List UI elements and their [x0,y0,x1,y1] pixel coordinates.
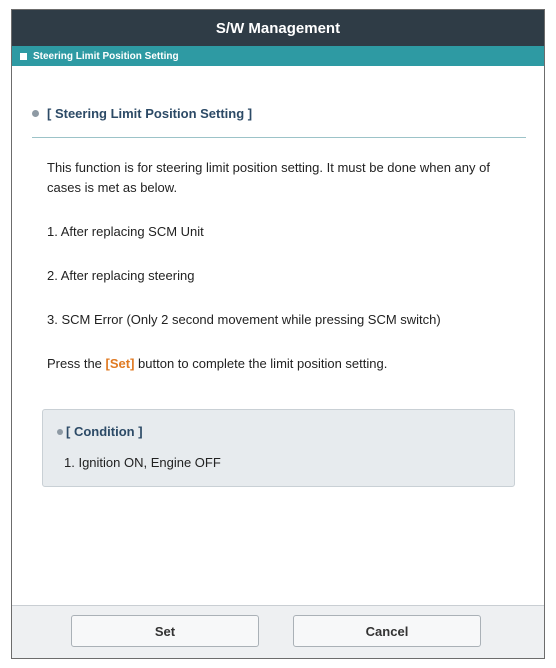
condition-heading [57,424,143,439]
instruction-after: button to complete the limit position setting. [134,356,388,371]
dialog-footer [12,605,544,658]
bullet-dot-icon [57,429,63,435]
instruction-before: Press the [47,356,106,371]
intro-text: This function is for steering limit position setting. It must be done when any of cases is met as below. [47,160,490,195]
dialog-content [12,66,544,606]
instruction-highlight: [Set] [105,356,135,371]
condition-box [42,409,515,487]
cancel-button[interactable]: Cancel [293,615,481,647]
instruction-text [47,354,527,374]
case-item-3: 3. SCM Error (Only 2 second movement while pressing SCM switch) [47,312,441,327]
bullet-dot-icon [32,110,39,117]
case-item-1: 1. After replacing SCM Unit [47,224,204,239]
subtitle-bar [12,46,544,66]
section-heading-text: [ Steering Limit Position Setting ] [47,106,253,121]
condition-heading-text: [ Condition ] [66,424,143,439]
square-bullet-icon [20,53,27,60]
sw-management-dialog [11,9,545,659]
case-item-2: 2. After replacing steering [47,268,195,283]
section-heading [32,106,526,121]
subtitle-text: Steering Limit Position Setting [33,50,179,62]
set-button[interactable]: Set [71,615,259,647]
section-divider [32,137,526,138]
dialog-title: S/W Management [12,10,544,46]
condition-item: 1. Ignition ON, Engine OFF [64,455,221,470]
